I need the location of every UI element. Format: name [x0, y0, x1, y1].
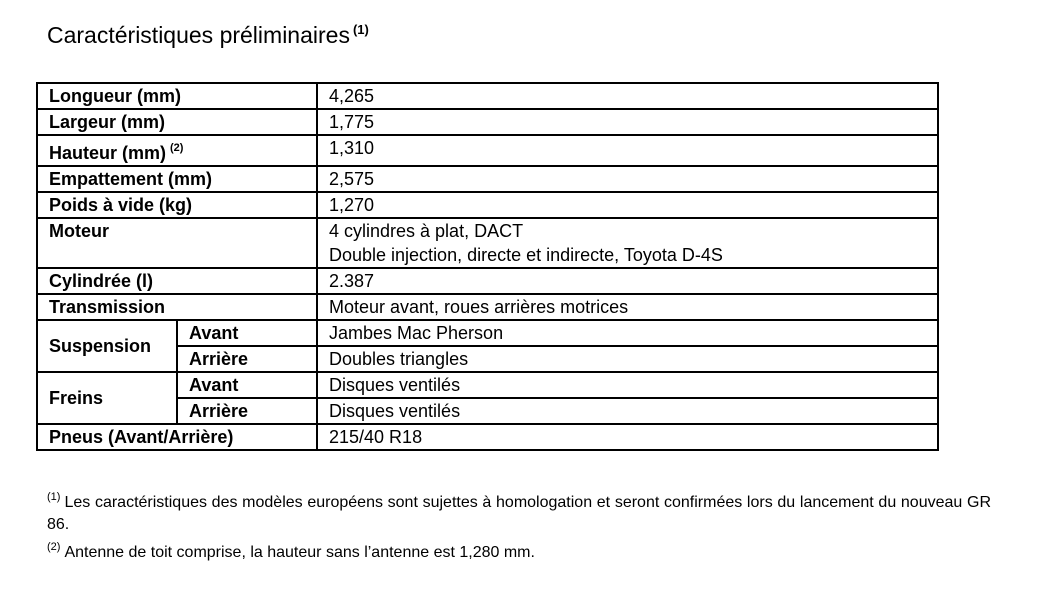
tires-label: Pneus (Avant/Arrière) [37, 424, 317, 450]
footnote-1 [47, 486, 991, 536]
suspension-rear-label: Arrière [177, 346, 317, 372]
engine-label: Moteur [37, 218, 317, 268]
footnotes [47, 486, 991, 564]
transmission-label: Transmission [37, 294, 317, 320]
height-label: Hauteur (mm) [49, 143, 167, 163]
height-label-cell [37, 135, 317, 166]
wheelbase-value: 2,575 [317, 166, 938, 192]
width-value: 1,775 [317, 109, 938, 135]
length-value: 4,265 [317, 83, 938, 109]
table-row-length [37, 83, 938, 109]
height-footnote-ref: (2) [170, 142, 184, 154]
brakes-rear-value: Disques ventilés [317, 398, 938, 424]
brakes-front-value: Disques ventilés [317, 372, 938, 398]
footnote-1-text: Les caractéristiques des modèles européens sont sujettes à homologation et seront confirmées lors du lancement du nouveau GR 86. [47, 494, 991, 533]
table-row-curb-weight [37, 192, 938, 218]
suspension-front-label: Avant [177, 320, 317, 346]
suspension-label: Suspension [37, 320, 177, 372]
curb-weight-label: Poids à vide (kg) [37, 192, 317, 218]
footnote-2-ref: (2) [47, 541, 61, 553]
width-label: Largeur (mm) [37, 109, 317, 135]
height-value: 1,310 [317, 135, 938, 166]
displacement-label: Cylindrée (l) [37, 268, 317, 294]
engine-value [317, 218, 938, 268]
engine-value-line-1: 4 cylindres à plat, DACT [329, 221, 524, 241]
tires-value: 215/40 R18 [317, 424, 938, 450]
wheelbase-label: Empattement (mm) [37, 166, 317, 192]
footnote-1-ref: (1) [47, 491, 61, 503]
engine-value-line-2: Double injection, directe et indirecte, Toyota D-4S [329, 245, 723, 265]
table-row-wheelbase [37, 166, 938, 192]
page-title-text: Caractéristiques préliminaires [47, 22, 350, 48]
page-title [47, 22, 369, 49]
footnote-2-text: Antenne de toit comprise, la hauteur sans l’antenne est 1,280 mm. [64, 544, 535, 561]
table-row-height [37, 135, 938, 166]
brakes-rear-label: Arrière [177, 398, 317, 424]
title-footnote-ref: (1) [352, 22, 369, 37]
length-label: Longueur (mm) [37, 83, 317, 109]
table-row-suspension-front [37, 320, 938, 346]
specifications-table [36, 82, 939, 451]
transmission-value: Moteur avant, roues arrières motrices [317, 294, 938, 320]
table-row-transmission [37, 294, 938, 320]
brakes-label: Freins [37, 372, 177, 424]
suspension-rear-value: Doubles triangles [317, 346, 938, 372]
table-row-engine [37, 218, 938, 268]
table-row-displacement [37, 268, 938, 294]
table-row-width [37, 109, 938, 135]
displacement-value: 2.387 [317, 268, 938, 294]
footnote-2 [47, 536, 991, 564]
suspension-front-value: Jambes Mac Pherson [317, 320, 938, 346]
table-row-tires [37, 424, 938, 450]
table-row-brakes-front [37, 372, 938, 398]
curb-weight-value: 1,270 [317, 192, 938, 218]
brakes-front-label: Avant [177, 372, 317, 398]
